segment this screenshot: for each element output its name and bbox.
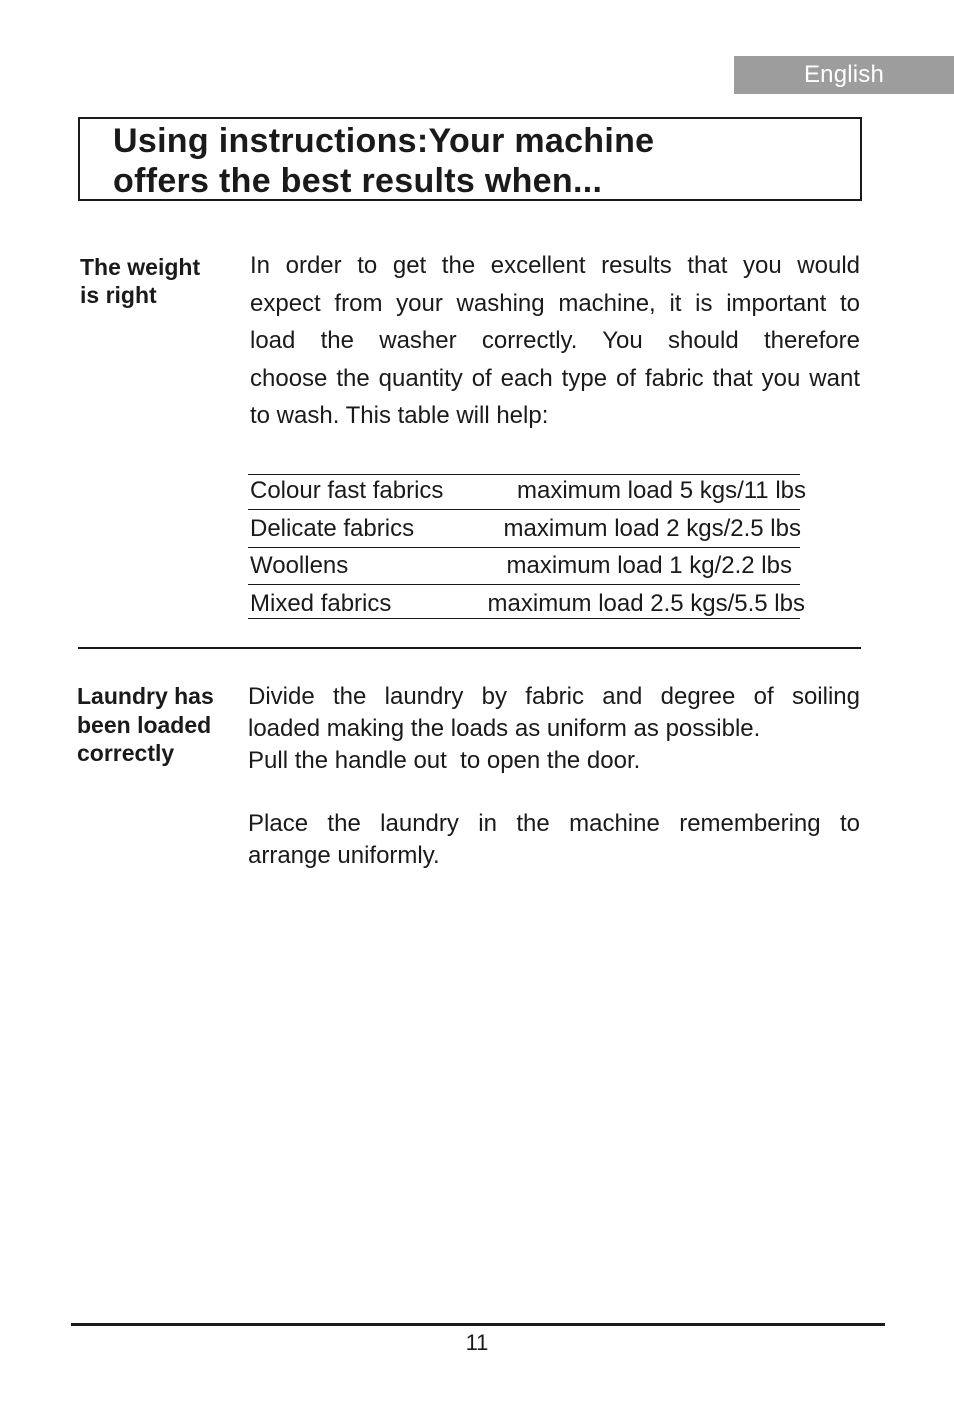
body-line: loaded making the loads as uniform as possible. [248, 715, 761, 742]
body-line: Divide the laundry by fabric and degree of soiling [248, 683, 860, 710]
section-weight-label-line-1: The weight [80, 254, 201, 280]
section-weight-label-line-2: is right [80, 282, 157, 308]
table-rule [248, 547, 800, 548]
table-rule [248, 584, 800, 585]
body-line: load the washer correctly. You should therefore [250, 327, 860, 354]
table-cell-fabric: Mixed fabrics [250, 590, 392, 617]
language-tab: English [734, 56, 954, 94]
section-laundry-label-line-1: Laundry has [77, 683, 214, 709]
section-laundry-label-line-2: been loaded [77, 712, 212, 738]
body-line: arrange uniformly. [248, 842, 440, 869]
page-title-line-1: Using instructions:Your machine [113, 122, 655, 160]
table-cell-load: maximum load 2 kgs/2.5 lbs [503, 515, 801, 542]
body-line: to wash. This table will help: [250, 402, 549, 429]
footer-rule [71, 1323, 885, 1326]
section-divider [78, 647, 861, 649]
body-line: choose the quantity of each type of fabric that you want [250, 365, 860, 392]
section-laundry-label-line-3: correctly [77, 740, 175, 766]
table-rule [248, 474, 800, 475]
body-line: Pull the handle out to open the door. [248, 747, 641, 774]
page-title-line-2: offers the best results when... [113, 162, 603, 200]
page-title-box [78, 117, 862, 201]
table-cell-fabric: Delicate fabrics [250, 515, 415, 542]
body-line: Place the laundry in the machine remembering to [248, 810, 860, 837]
page-number: 11 [465, 1330, 489, 1355]
body-line: expect from your washing machine, it is important to [250, 290, 860, 317]
table-rule [248, 618, 800, 619]
table-rule [248, 509, 800, 510]
table-cell-load: maximum load 2.5 kgs/5.5 lbs [487, 590, 805, 617]
table-cell-load: maximum load 5 kgs/11 lbs [516, 477, 806, 504]
table-cell-fabric: Colour fast fabrics [250, 477, 444, 504]
table-cell-fabric: Woollens [250, 552, 349, 579]
table-cell-load: maximum load 1 kg/2.2 lbs [506, 552, 792, 579]
body-line: In order to get the excellent results that you would [250, 252, 860, 279]
